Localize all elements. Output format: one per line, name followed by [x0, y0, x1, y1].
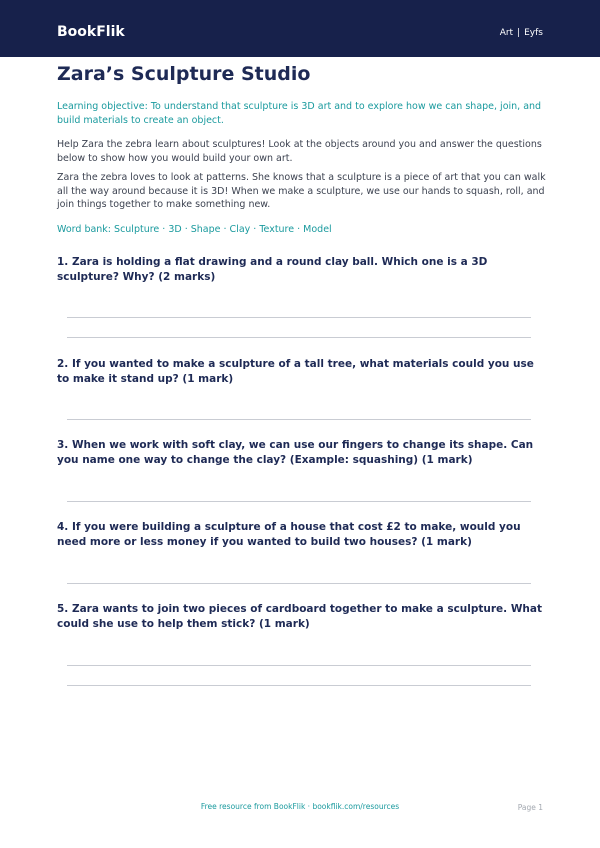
intro-paragraph-1: Help Zara the zebra learn about sculptures! Look at the objects around you and answer the questions below to show how you would build your own art.	[57, 139, 542, 164]
header-bar	[0, 0, 600, 57]
answer-line-4[interactable]	[67, 583, 531, 584]
question-2: 2. If you wanted to make a sculpture of a tall tree, what materials could you use to make it stand up? (1 mark)	[57, 358, 534, 385]
page-title: Zara’s Sculpture Studio	[57, 63, 311, 85]
learning-objective: Learning objective: To understand that sculpture is 3D art and to explore how we can shape, join, and build materials to create an object.	[57, 101, 542, 126]
question-4: 4. If you were building a sculpture of a house that cost £2 to make, would you need more or less money if you wanted to build two houses? (1 mark)	[57, 521, 521, 548]
level-label: Eyfs	[524, 28, 543, 38]
answer-line-5b[interactable]	[67, 685, 531, 686]
intro-paragraph-2: Zara the zebra loves to look at patterns. She knows that a sculpture is a piece of art that you can walk all the way around because it is 3D! When we make a sculpture, we use our hands to squash, roll, and join things together to make something new.	[57, 172, 546, 210]
header-meta	[500, 28, 543, 38]
question-3: 3. When we work with soft clay, we can use our fingers to change its shape. Can you name one way to change the clay? (Example: squashing) (1 mark)	[57, 439, 534, 466]
brand-logo-text[interactable]: BookFlik	[57, 24, 125, 40]
question-1: 1. Zara is holding a flat drawing and a round clay ball. Which one is a 3D sculpture? Why? (2 marks)	[57, 256, 488, 283]
word-bank: Word bank: Sculpture · 3D · Shape · Clay · Texture · Model	[57, 224, 332, 235]
answer-line-1a[interactable]	[67, 317, 531, 318]
answer-line-2[interactable]	[67, 419, 531, 420]
answer-line-1b[interactable]	[67, 337, 531, 338]
question-5: 5. Zara wants to join two pieces of cardboard together to make a sculpture. What could she use to help them stick? (1 mark)	[57, 603, 542, 630]
answer-line-3[interactable]	[67, 501, 531, 502]
answer-line-5a[interactable]	[67, 665, 531, 666]
page-number: Page 1	[517, 803, 543, 812]
subject-label: Art	[499, 28, 514, 38]
meta-separator: |	[517, 28, 521, 38]
footer-resource-link[interactable]: Free resource from BookFlik · bookflik.com/resources	[200, 802, 400, 811]
